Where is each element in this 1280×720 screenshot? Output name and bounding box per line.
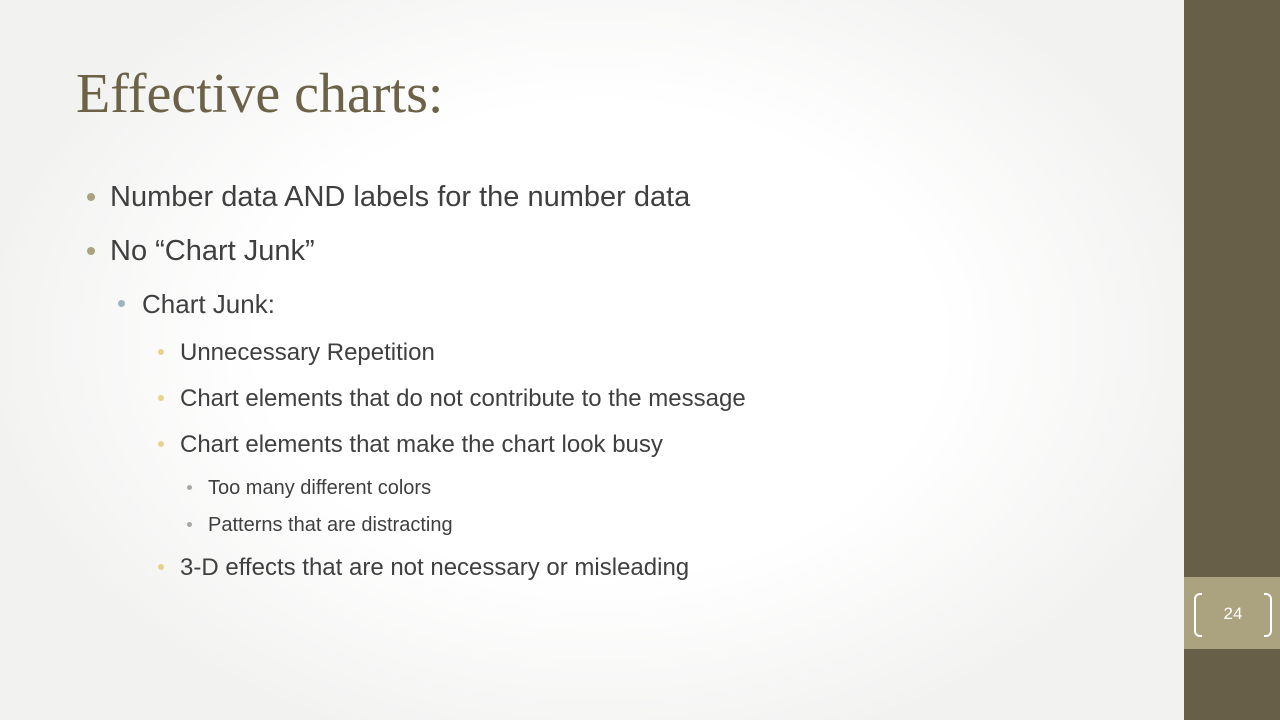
bullet-dot-icon <box>158 564 164 570</box>
page-number: 24 <box>1223 604 1243 623</box>
bullet-text: Chart Junk: <box>142 289 275 319</box>
bullet-dot-icon <box>187 522 192 527</box>
bullet-item <box>110 180 690 214</box>
bullet-item <box>110 234 315 268</box>
bullet-dot-icon <box>158 441 164 447</box>
bullet-text: Too many different colors <box>208 477 432 499</box>
slide-title: Effective charts: <box>76 63 444 125</box>
bullet-dot-icon <box>158 349 164 355</box>
bullet-dot-icon <box>187 485 192 490</box>
bullet-item <box>208 513 453 537</box>
bullet-item <box>180 339 435 367</box>
bullet-text: Number data AND labels for the number data <box>110 181 691 213</box>
bullet-text: 3-D effects that are not necessary or misleading <box>180 554 690 581</box>
bullet-item <box>180 431 663 459</box>
bullet-dot-icon <box>158 395 164 401</box>
bullet-text: Patterns that are distracting <box>208 514 453 536</box>
bullet-text: No “Chart Junk” <box>110 235 315 267</box>
bullet-text: Unnecessary Repetition <box>180 339 435 366</box>
bullet-text: Chart elements that do not contribute to the message <box>180 385 746 412</box>
bullet-item <box>180 385 746 413</box>
bullet-dot-icon <box>87 193 95 201</box>
bullet-dot-icon <box>118 300 125 307</box>
bullet-text: Chart elements that make the chart look busy <box>180 431 663 458</box>
bullet-dot-icon <box>87 247 95 255</box>
bullet-item <box>180 554 689 582</box>
page-number-frame <box>1194 593 1272 635</box>
bullet-item <box>208 476 431 500</box>
bullet-item <box>142 289 275 319</box>
